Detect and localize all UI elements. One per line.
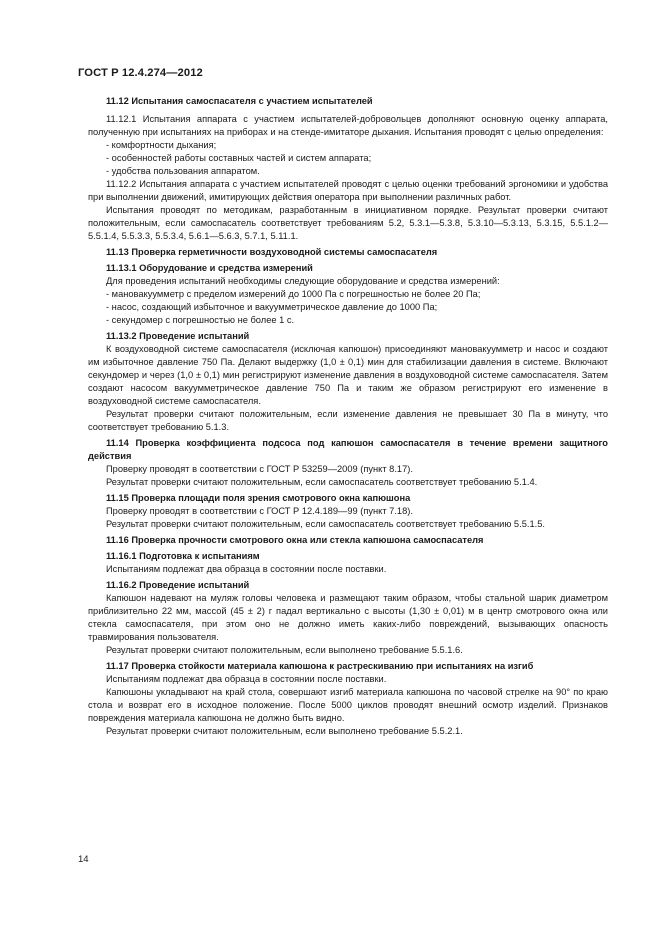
paragraph: Результат проверки считают положительным, если самоспасатель соответствует требованию 5.5.1.5.	[106, 519, 545, 529]
section-heading: 11.13 Проверка герметичности воздуховодной системы самоспасателя	[106, 247, 438, 257]
paragraph: Испытания проводят по методикам, разработанным в инициативном порядке. Результат проверки считают положительным, если самоспасатель соответствует требованиям 5.2, 5.3.1—5.3.8, 5.3.10—5.3.13, 5.3.15, 5.5.1.2—5.5.1.4, 5.5.3.3, 5.5.3.4, 5.6.1—5.6.3, 5.7.1, 5.11.1.	[88, 205, 608, 241]
list-item: - мановакуумметр с пределом измерений до 1000 Па с погрешностью не более 20 Па;	[106, 289, 481, 299]
paragraph: 11.12.1 Испытания аппарата с участием испытателей-добровольцев дополняют основную оценку аппарата, полученную при испытаниях на приборах и на стенде-имитаторе дыхания. Испытания проводят с целью определения:	[88, 114, 608, 137]
paragraph: Испытаниям подлежат два образца в состоянии после поставки.	[106, 674, 387, 684]
paragraph: Для проведения испытаний необходимы следующие оборудование и средства измерений:	[106, 276, 500, 286]
paragraph: Испытаниям подлежат два образца в состоянии после поставки.	[106, 564, 387, 574]
subsection-heading: 11.16.2 Проведение испытаний	[106, 580, 250, 590]
subsection-heading: 11.16.1 Подготовка к испытаниям	[106, 551, 260, 561]
list-item: - особенностей работы составных частей и систем аппарата;	[106, 153, 372, 163]
paragraph: Результат проверки считают положительным, если выполнено требование 5.5.1.6.	[106, 645, 463, 655]
paragraph: Капюшон надевают на муляж головы человека и размещают таким образом, чтобы стальной шарик диаметром приблизительно 22 мм, массой (45 ± 2) г падал вертикально с высоты (1,30 ± 0,01) м в центр смотрового окна или стекла самоспасателя, при этом оно не должно иметь каких-либо повреждений, вызывающих опасность травмирования пользователя.	[88, 593, 608, 642]
section-heading: 11.14 Проверка коэффициента подсоса под капюшон самоспасателя в течение времени защитного действия	[88, 438, 608, 461]
paragraph: Проверку проводят в соответствии с ГОСТ Р 53259—2009 (пункт 8.17).	[106, 464, 413, 474]
section-heading: 11.17 Проверка стойкости материала капюшона к растрескиванию при испытаниях на изгиб	[106, 661, 534, 671]
section-heading: 11.16 Проверка прочности смотрового окна или стекла капюшона самоспасателя	[106, 535, 484, 545]
paragraph: Капюшоны укладывают на край стола, совершают изгиб материала капюшона по часовой стрелке на 90° по краю стола и возврат его в исходное положение. После 5000 циклов проводят внешний осмотр изделий. Признаков повреждения материала капюшона не должно быть видно.	[88, 687, 608, 723]
paragraph: Результат проверки считают положительным, если самоспасатель соответствует требованию 5.1.4.	[106, 477, 538, 487]
subsection-heading: 11.13.1 Оборудование и средства измерений	[106, 263, 313, 273]
document-body	[88, 95, 608, 738]
paragraph: Проверку проводят в соответствии с ГОСТ Р 12.4.189—99 (пункт 7.18).	[106, 506, 413, 516]
list-item: - удобства пользования аппаратом.	[106, 166, 260, 176]
section-heading: 11.12 Испытания самоспасателя с участием испытателей	[106, 96, 373, 106]
paragraph: 11.12.2 Испытания аппарата с участием испытателей проводят с целью оценки требований эргономики и удобства при выполнении движений, имитирующих действия оператора при выполнении различных работ.	[88, 179, 608, 202]
list-item: - насос, создающий избыточное и вакуумметрическое давление до 1000 Па;	[106, 302, 438, 312]
document-header: ГОСТ Р 12.4.274—2012	[78, 67, 203, 79]
subsection-heading: 11.13.2 Проведение испытаний	[106, 331, 250, 341]
page-number: 14	[78, 854, 89, 865]
list-item: - комфортности дыхания;	[106, 140, 217, 150]
paragraph: Результат проверки считают положительным, если выполнено требование 5.5.2.1.	[106, 726, 463, 736]
paragraph: К воздуховодной системе самоспасателя (исключая капюшон) присоединяют мановакуумметр и насос и создают им избыточное давление 750 Па. Делают выдержку (1,0 ± 0,1) мин для стабилизации давления в системе. Включают секундомер и через (1,0 ± 0,1) мин регистрируют изменение давления в воздуховодной системе самоспасателя. Затем создают насосом вакуумметрическое давление 750 Па и таким же образом регистрируют его изменение в воздуховодной системе самоспасателя.	[88, 344, 608, 406]
section-heading: 11.15 Проверка площади поля зрения смотрового окна капюшона	[106, 493, 411, 503]
list-item: - секундомер с погрешностью не более 1 с.	[106, 315, 295, 325]
paragraph: Результат проверки считают положительным, если изменение давления не превышает 30 Па в минуту, что соответствует требованию 5.1.3.	[88, 409, 608, 432]
